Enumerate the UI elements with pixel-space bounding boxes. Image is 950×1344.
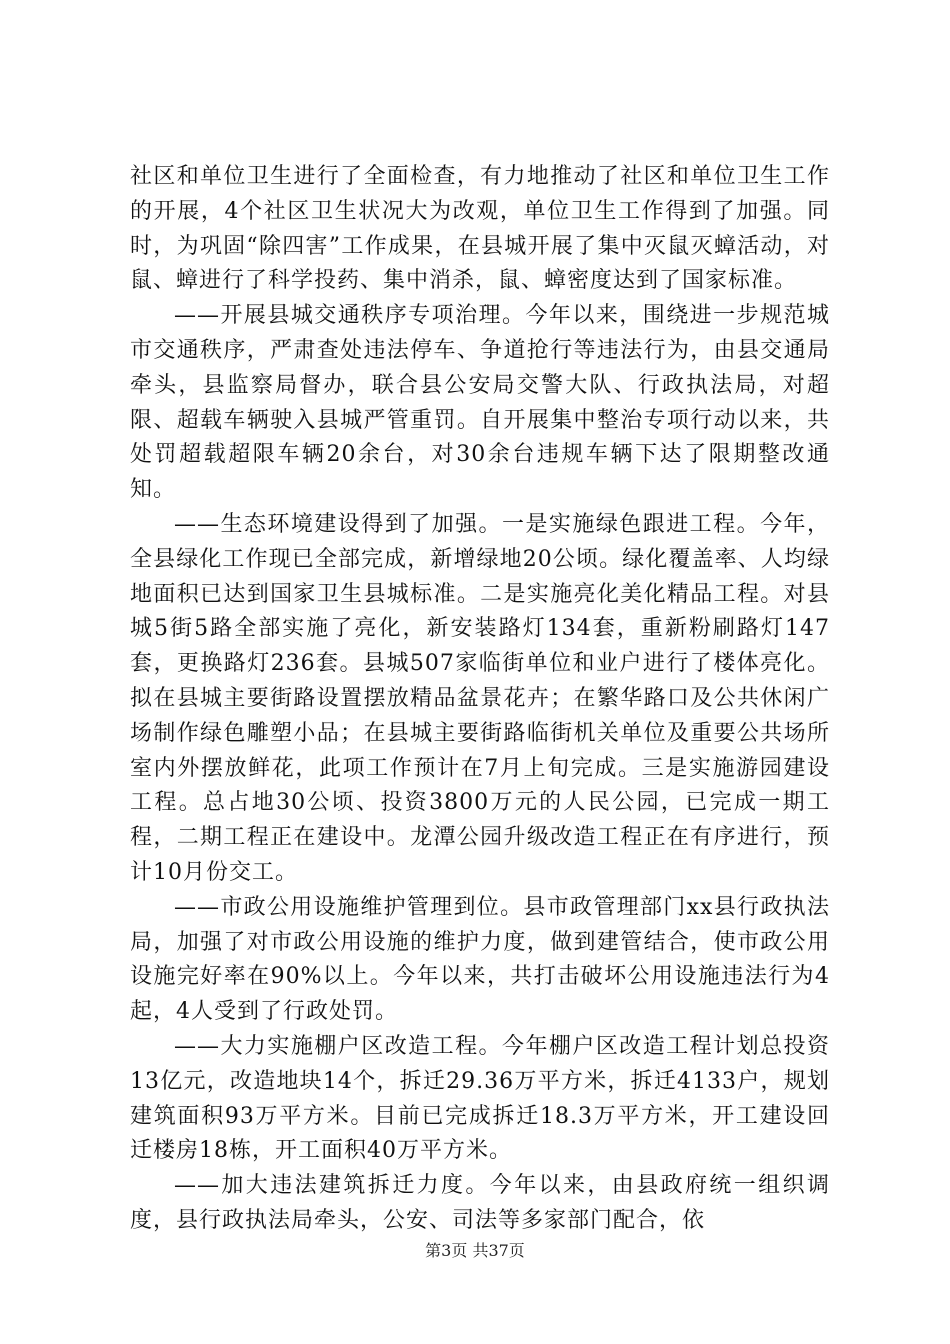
page-number: 第3页 共37页 <box>425 1241 525 1260</box>
paragraph-shantytown-renovation: ——大力实施棚户区改造工程。今年棚户区改造工程计划总投资13亿元，改造地块14个，拆迁29.36万平方米，拆迁4133户，规划建筑面积93万平方米。目前已完成拆迁18.3万平方米，开工建设回迁楼房18栋，开工面积40万平方米。 <box>130 1033 830 1164</box>
paragraph-illegal-building-demolition: ——加大违法建筑拆迁力度。今年以来，由县政府统一组织调度，县行政执法局牵头，公安、司法等多家部门配合，依 <box>130 1173 830 1233</box>
paragraph-ecological-environment: ——生态环境建设得到了加强。一是实施绿色跟进工程。今年，全县绿化工作现已全部完成，新增绿地20公顷。绿化覆盖率、人均绿地面积已达到国家卫生县城标准。二是实施亮化美化精品工程。对县城5街5路全部实施了亮化，新安装路灯134套，重新粉刷路灯147套，更换路灯236套。县城507家临街单位和业户进行了楼体亮化。拟在县城主要街路设置摆放精品盆景花卉；在繁华路口及公共休闲广场制作绿色雕塑小品；在县城主要街路临街机关单位及重要公共场所室内外摆放鲜花，此项工作预计在7月上旬完成。三是实施游园建设工程。总占地30公顷、投资3800万元的人民公园，已完成一期工程，二期工程正在建设中。龙潭公园升级改造工程正在有序进行，预计10月份交工。 <box>130 511 830 885</box>
document-body <box>130 160 830 1239</box>
page-footer <box>0 1240 950 1262</box>
paragraph-municipal-facilities: ——市政公用设施维护管理到位。县市政管理部门xx县行政执法局，加强了对市政公用设施的维护力度，做到建管结合，使市政公用设施完好率在90%以上。今年以来，共打击破坏公用设施违法行为4起，4人受到了行政处罚。 <box>130 894 830 1025</box>
paragraph-community-hygiene: 社区和单位卫生进行了全面检查，有力地推动了社区和单位卫生工作的开展，4个社区卫生状况大为改观，单位卫生工作得到了加强。同时，为巩固“除四害”工作成果，在县城开展了集中灭鼠灭蟑活动，对鼠、蟑进行了科学投药、集中消杀，鼠、蟑密度达到了国家标准。 <box>130 164 830 294</box>
paragraph-traffic-order: ——开展县城交通秩序专项治理。今年以来，围绕进一步规范城市交通秩序，严肃查处违法停车、争道抢行等违法行为，由县交通局牵头，县监察局督办，联合县公安局交警大队、行政执法局，对超限、超载车辆驶入县城严管重罚。自开展集中整治专项行动以来，共处罚超载超限车辆20余台，对30余台违规车辆下达了限期整改通知。 <box>130 303 830 503</box>
